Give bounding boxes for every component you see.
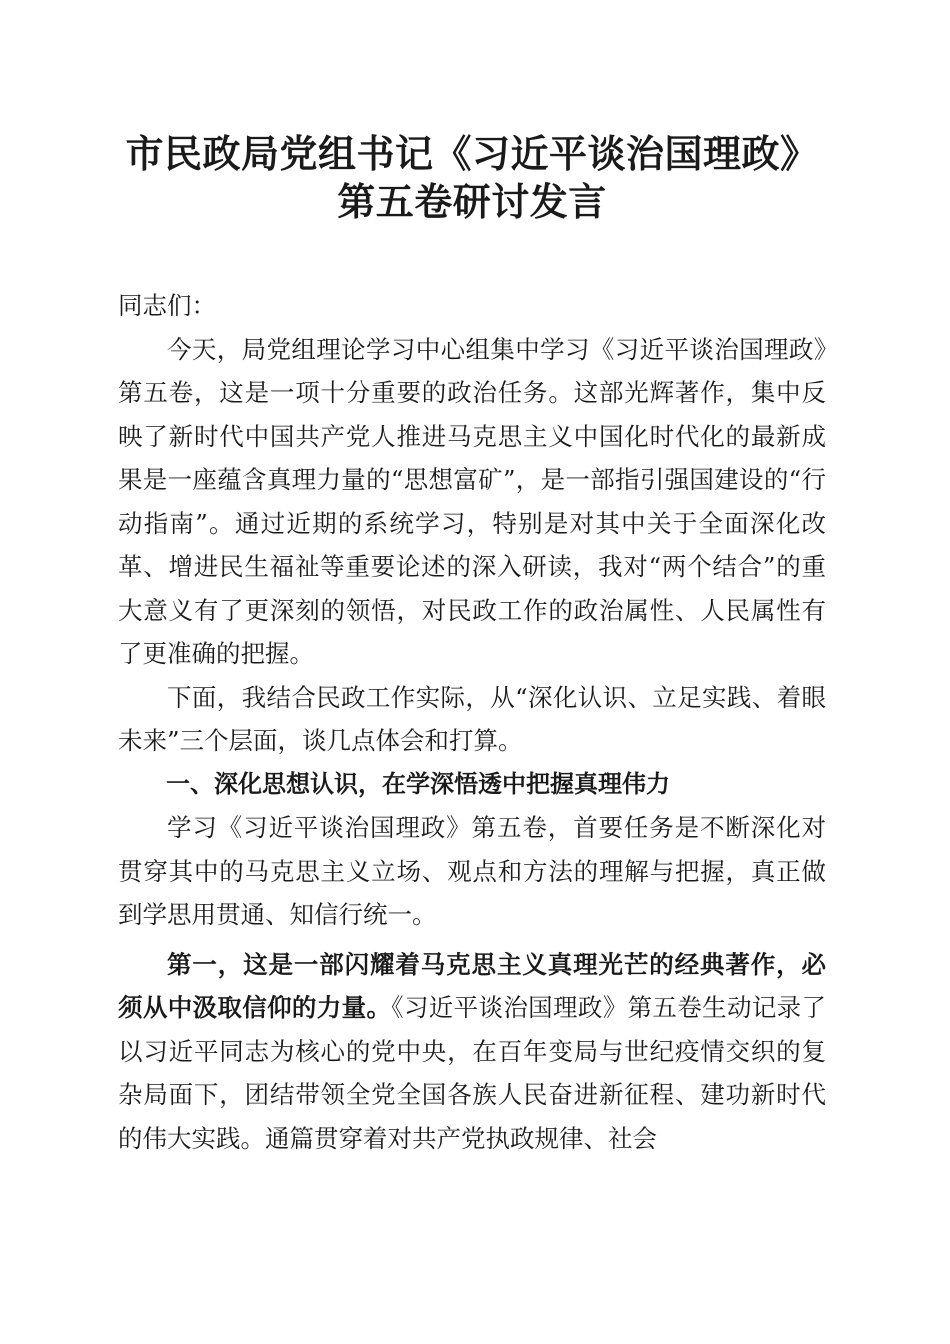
point-1-text: 《习近平谈治国理政》第五卷生动记录了以习近平同志为核心的党中央，在百年变局与世纪疫情交织的复杂局面下，团结带领全党全国各族人民奋进新征程、建功新时代的伟大实践。通篇贯穿着对共产党执政规律、社会 bbox=[118, 993, 827, 1153]
section-heading-1: 一、深化思想认识，在学深悟透中把握真理伟力 bbox=[166, 769, 670, 798]
point-1-lead: 第一，这是一部闪耀着马克思主义真理光芒的经典著作，必须从中汲取信仰的力量。 bbox=[118, 949, 826, 1022]
paragraph-intro: 今天，局党组理论学习中心组集中学习《习近平谈治国理政》第五卷，这是一项十分重要的政治任务。这部光辉著作，集中反映了新时代中国共产党人推进马克思主义中国化时代化的最新成果是一座蕴含真理力量的“思想富矿”，是一部指引强国建设的“行动指南”。通过近期的系统学习，特别是对其中关于全面深化改革、增进民生福祉等重要论述的深入研读，我对“两个结合”的重大意义有了更深刻的领悟，对民政工作的政治属性、人民属性有了更准确的把握。 bbox=[118, 334, 826, 668]
document-title: 市民政局党组书记《习近平谈治国理政》第五卷研讨发言 bbox=[125, 131, 819, 224]
paragraph-section-1-intro: 学习《习近平谈治国理政》第五卷，首要任务是不断深化对贯穿其中的马克思主义立场、观点和方法的理解与把握，真正做到学思用贯通、知信行统一。 bbox=[118, 813, 826, 929]
document-body bbox=[118, 284, 826, 1160]
salutation: 同志们： bbox=[118, 291, 216, 320]
paragraph-point-1 bbox=[118, 943, 826, 1161]
paragraph-outline: 下面，我结合民政工作实际，从“深化认识、立足实践、着眼未来”三个层面，谈几点体会和打算。 bbox=[118, 682, 826, 755]
document-page bbox=[118, 130, 826, 1160]
